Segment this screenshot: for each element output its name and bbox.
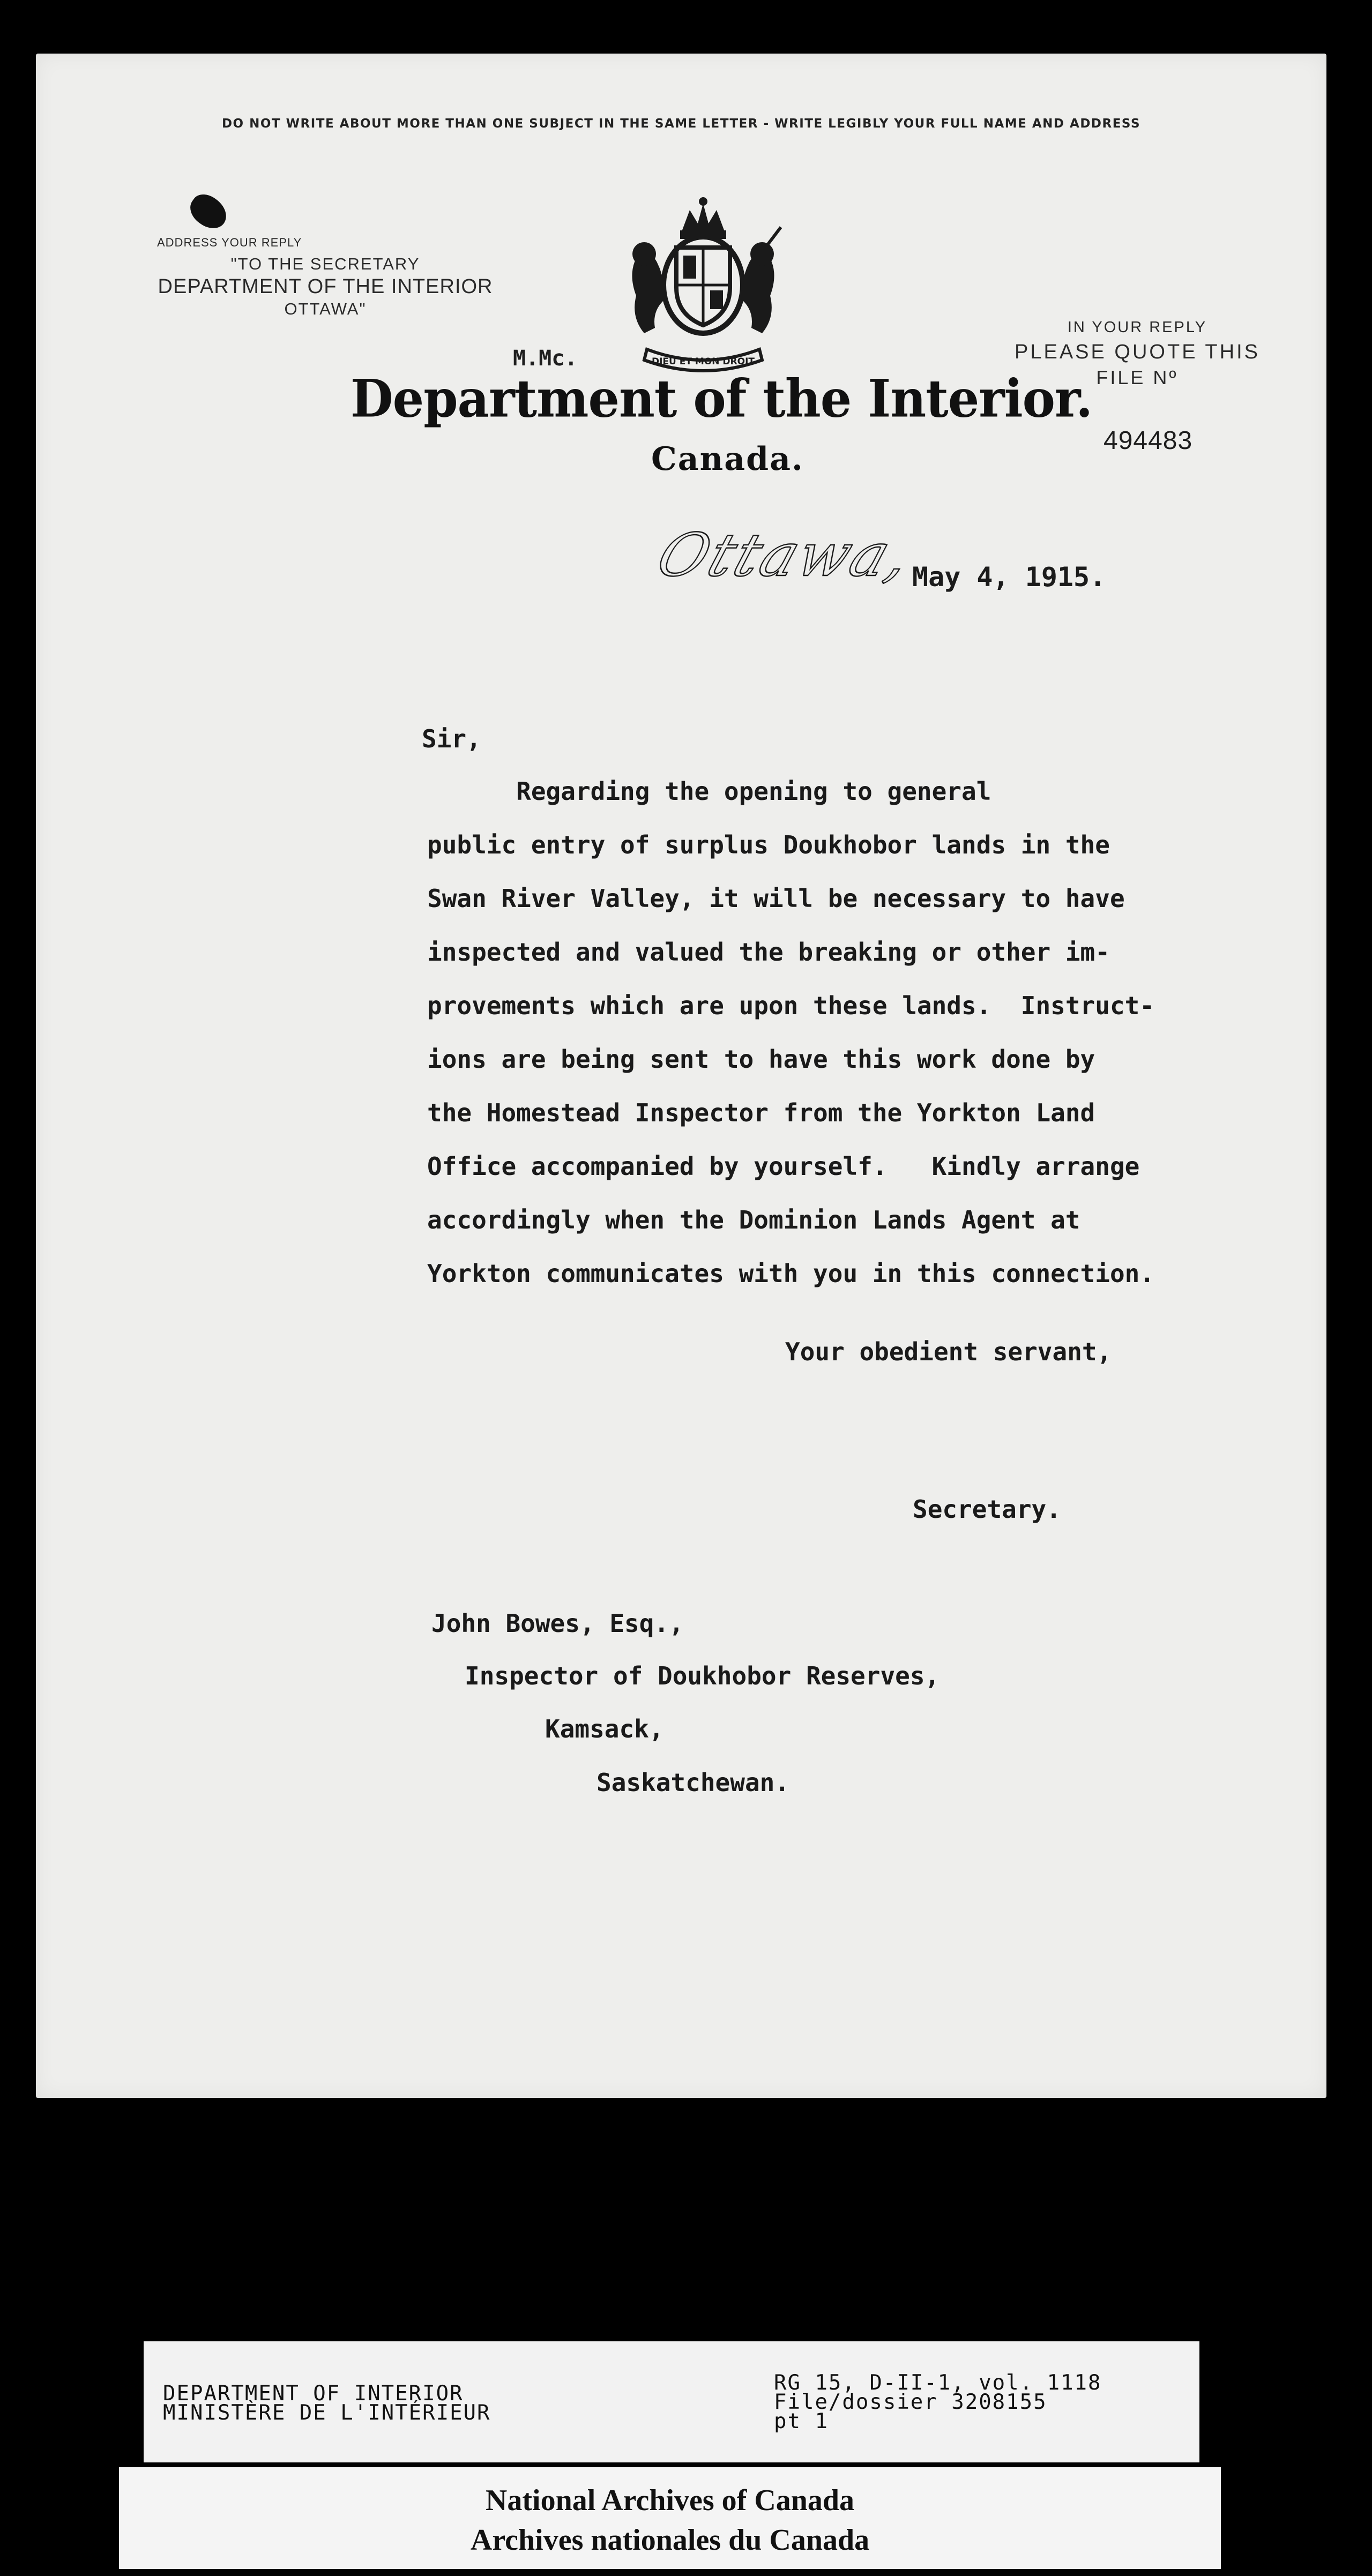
country-name: Canada. [651, 440, 804, 478]
archive-record-group: RG 15, D-II-1, vol. 1118 [774, 2371, 1102, 2395]
body-line: accordingly when the Dominion Lands Agent at [427, 1205, 1080, 1234]
body-line: provements which are upon these lands. Instruct- [427, 991, 1155, 1020]
archive-file-number: File/dossier 3208155 [774, 2390, 1047, 2414]
quote-reply-line-1: IN YOUR REPLY [1067, 319, 1207, 336]
national-archives-label [119, 2467, 1221, 2569]
crest-motto: DIEU ET MON DROIT [652, 356, 755, 367]
letter-date: May 4, 1915. [912, 561, 1106, 593]
addressee-town: Kamsack, [545, 1714, 664, 1743]
ink-blot [184, 189, 233, 235]
place-name: Ottawa, [649, 521, 922, 589]
body-line: the Homestead Inspector from the Yorkton Land [427, 1098, 1095, 1127]
archive-reference [774, 2373, 1102, 2431]
quote-reply-line-2: PLEASE QUOTE THIS [1015, 341, 1260, 363]
body-line: Yorkton communicates with you in this connection. [427, 1259, 1155, 1288]
address-reply-line-2: DEPARTMENT OF THE INTERIOR [158, 275, 493, 298]
archive-part: pt 1 [774, 2409, 829, 2433]
salutation: Sir, [422, 724, 481, 753]
body-line: Regarding the opening to general [427, 777, 991, 806]
address-reply-line-1: "TO THE SECRETARY [230, 254, 420, 273]
quote-reply-block [987, 316, 1287, 390]
typist-initials: M.Mc. [513, 346, 578, 371]
address-reply-block [154, 236, 497, 320]
letter-sheet [36, 54, 1326, 2098]
body-line: ions are being sent to have this work done by [427, 1045, 1095, 1074]
department-title: Department of the Interior. [350, 368, 1093, 429]
body-line: Office accompanied by yourself. Kindly arrange [427, 1152, 1140, 1181]
body-line: inspected and valued the breaking or other im- [427, 938, 1110, 967]
archive-reference-label [144, 2341, 1199, 2462]
addressee-province: Saskatchewan. [596, 1768, 790, 1797]
quote-reply-line-3: FILE Nº [1096, 366, 1179, 388]
national-archives-fr: Archives nationales du Canada [470, 2523, 870, 2557]
addressee-title: Inspector of Doukhobor Reserves, [465, 1661, 940, 1690]
national-archives-en: National Archives of Canada [485, 2484, 855, 2517]
archive-department [163, 2384, 491, 2423]
closing: Your obedient servant, [785, 1337, 1112, 1366]
address-reply-intro: ADDRESS YOUR REPLY [157, 236, 302, 249]
archive-department-en: DEPARTMENT OF INTERIOR [163, 2382, 464, 2406]
body-line: public entry of surplus Doukhobor lands in the [427, 830, 1110, 859]
address-reply-line-3: OTTAWA" [284, 299, 367, 318]
royal-crest-icon [615, 194, 792, 376]
file-number: 494483 [1103, 426, 1193, 455]
body-line: Swan River Valley, it will be necessary to have [427, 884, 1125, 913]
addressee-name: John Bowes, Esq., [431, 1609, 684, 1638]
archive-department-fr: MINISTÈRE DE L'INTÉRIEUR [163, 2401, 491, 2425]
letterhead-notice: DO NOT WRITE ABOUT MORE THAN ONE SUBJECT IN THE SAME LETTER - WRITE LEGIBLY YOUR FULL NAME AND ADDRESS [221, 117, 1141, 131]
signature-title: Secretary. [913, 1495, 1061, 1524]
